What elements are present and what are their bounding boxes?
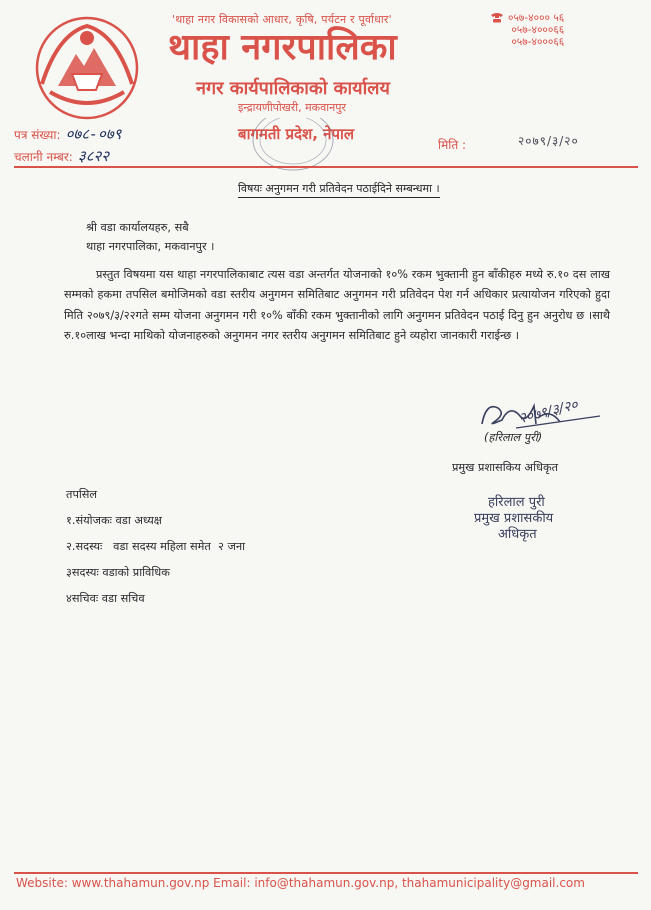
annex-item: ४सचिवः वडा सचिव	[66, 592, 145, 605]
office-address: इन्द्रायणीपोखरी, मकवानपुर	[238, 101, 346, 114]
stamp-title: प्रमुख प्रशासकीय	[474, 511, 554, 526]
letter-subject: विषयः अनुगमन गरी प्रतिवेदन पठाईदिने सम्बन्धमा ।	[238, 181, 440, 198]
nepal-emblem-icon	[28, 14, 146, 124]
stamp-title-2: अधिकृत	[498, 527, 537, 542]
dispatch-number-value: ३८२२	[77, 147, 110, 165]
signatory-name: (हरिलाल पुरी)	[484, 431, 543, 444]
fiscal-year-label: पत्र संख्या:	[14, 128, 61, 142]
dispatch-number-label: चलानी नम्बर:	[14, 150, 73, 164]
signatory-stamp	[474, 495, 553, 543]
annex-item: १.संयोजकः वडा अध्यक्ष	[66, 514, 162, 527]
dispatch-number-row	[14, 146, 109, 166]
recipient-line-1: श्री वडा कार्यालयहरु, सबै	[86, 221, 189, 234]
stamp-name: हरिलाल पुरी	[488, 495, 545, 510]
footer-contact: Website: www.thahamun.gov.np Email: info@thahamun.gov.np, thahamunicipality@gmail.com	[16, 876, 585, 890]
fiscal-year-value: ०७८-०७९	[65, 125, 122, 143]
annex-item: ३सदस्यः वडाको प्राविधिक	[66, 566, 170, 579]
phone-number: ०५७-४००० ५६	[508, 12, 565, 24]
fiscal-year-row	[14, 124, 121, 144]
recipient-line-2: थाहा नगरपालिका, मकवानपुर ।	[86, 240, 215, 253]
phone-numbers	[508, 12, 564, 48]
letterhead-slogan: 'थाहा नगर विकासको आधार, कृषि, पर्यटन र पूर्वाधार'	[172, 13, 392, 26]
signatory-designation: प्रमुख प्रशासकिय अधिकृत	[452, 461, 559, 474]
municipality-title: थाहा नगरपालिका	[168, 27, 397, 68]
office-province: बागमती प्रदेश, नेपाल	[238, 125, 355, 143]
footer-divider	[14, 872, 638, 874]
date-value: २०७९/३/२०	[518, 134, 579, 148]
office-seal-stamp	[248, 118, 338, 173]
header-divider	[14, 166, 638, 168]
date-label: मिति :	[438, 138, 467, 152]
annex-item: २.सदस्यः वडा सदस्य महिला समेत २ जना	[66, 540, 246, 553]
annex-heading: तपसिल	[66, 488, 98, 501]
telephone-icon	[490, 12, 504, 23]
letter-body: प्रस्तुत विषयमा यस थाहा नगरपालिकाबाट त्यस वडा अन्तर्गत योजनाको १०% रकम भुक्तानी हुन बाँकीहरु मध्ये रु.१० दस लाख सम्मको हकमा तपसिल बमोजिमको वडा स्तरीय अनुगमन समितिबाट अनुगमन गरी प्रतिवेदन पेश गर्न अधिकार प्रत्यायोजन गरिएको हुदा मिति २०७९/३/२२गते सम्म योजना अनुगमन गरी १०% बाँकी रकम भुक्तानीको लागि अनुगमन प्रतिवेदन पठाई दिनु हुन अनुरोध छ ।साथै रु.१०लाख भन्दा माथिको योजनाहरुको अनुगमन नगर स्तरीय अनुगमन समितिबाट हुने व्यहोरा जानकारी गराईन्छ ।	[64, 268, 610, 342]
office-subtitle: नगर कार्यपालिकाको कार्यालय	[196, 78, 390, 99]
signature-date: २०७९/३/२०	[517, 396, 580, 428]
phone-number: ०५७-४०००६६	[511, 24, 565, 36]
phone-number: ०५७-४०००६६	[511, 36, 565, 48]
